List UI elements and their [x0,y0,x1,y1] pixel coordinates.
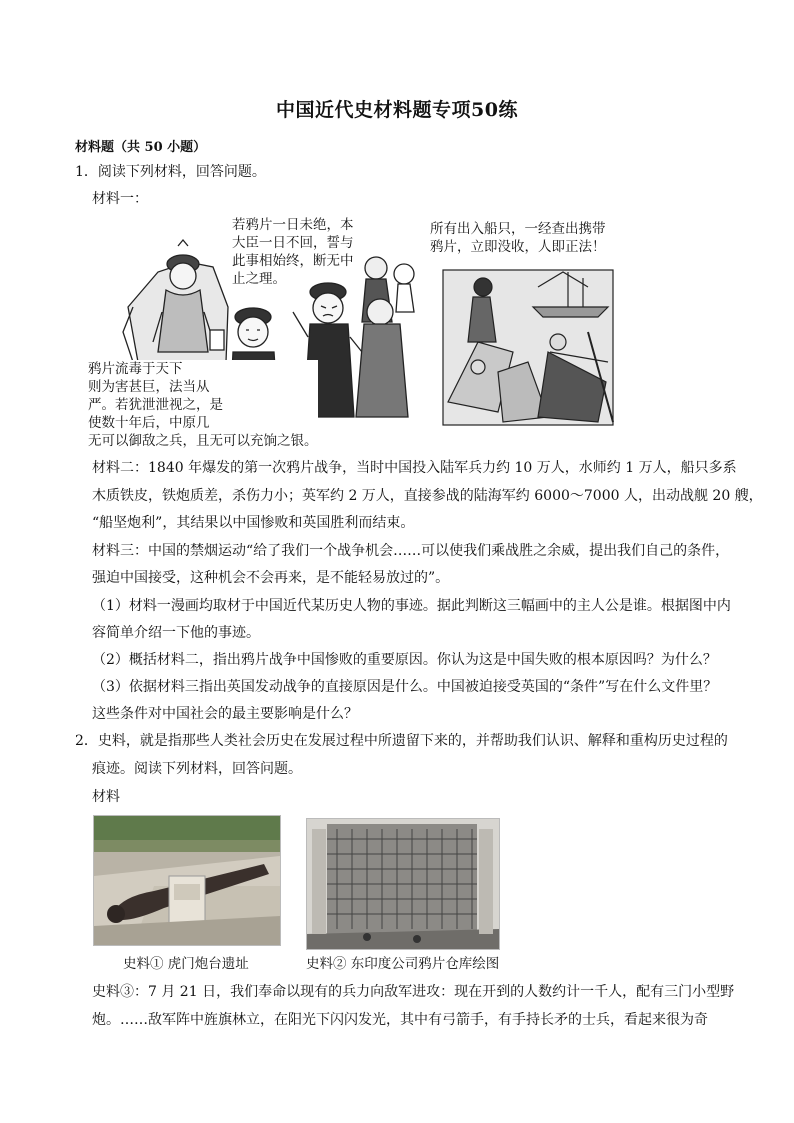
material-2-line-1: 材料二：1840 年爆发的第一次鸦片战争，当时中国投入陆军兵力约 10 万人，水师约 1 万人，船只多系 [92,460,737,476]
speech-bubble-right: 所有出入船只，一经查出携带 鸦片，立即没收，人即正法！ [430,221,606,255]
material-2-line-3: “船坚炮利”，其结果以中国惨败和英国胜利而结束。 [92,515,415,531]
sub-question-1-line-1: （1）材料一漫画均取材于中国近代某历史人物的事迹。据此判断这三幅画中的主人公是谁。根据图中内 [92,598,731,614]
cannon-image [94,816,280,945]
caption-humen-fort: 史料① 虎门炮台遗址 [123,956,249,972]
sub-question-3-line-2: 这些条件对中国社会的最主要影响是什么？ [92,706,358,722]
source-3-line-1: 史料③：7 月 21 日，我们奉命以现有的兵力向敌军进攻：现在开到的人数约计一千人，配有三门小型野 [92,984,735,1000]
page-title: 中国近代史材料题专项50练 [276,99,518,121]
question-2-intro-line-2: 痕迹。阅读下列材料，回答问题。 [92,761,302,777]
material-2-line-2: 木质铁皮，铁炮质差，杀伤力小；英军约 2 万人，直接参战的陆海军约 6000～7000 人，出动战舰 20 艘， [92,488,763,504]
material-3-line-2: 强迫中国接受，这种机会不会再来，是不能轻易放过的”。 [92,570,450,586]
material-label: 材料 [92,789,120,805]
sub-question-2: （2）概括材料二，指出鸦片战争中国惨败的重要原因。你认为这是中国失败的根本原因吗？为什么？ [92,652,717,668]
caption-opium-warehouse: 史料② 东印度公司鸦片仓库绘图 [306,956,500,972]
section-label: 材料题（共 50 小题） [75,140,207,155]
opium-warehouse-drawing [306,818,500,950]
material-1-label: 材料一： [92,191,148,207]
material-3-line-1: 材料三：中国的禁烟运动“给了我们一个战争机会……可以使我们乘战胜之余威，提出我们自己的条件， [92,543,730,559]
speech-bubble-middle: 若鸦片一日未绝，本 大臣一日不回，誓与 此事相始终，断无中 止之理。 [232,217,354,287]
comic-illustration [88,212,618,449]
question-2-intro-line-1: 2．史料，就是指那些人类社会历史在发展过程中所遗留下来的，并帮助我们认识、解释和重构历史过程的 [75,733,728,749]
sub-question-1-line-2: 容简单介绍一下他的事迹。 [92,625,260,641]
question-1-intro: 1．阅读下列材料，回答问题。 [75,164,266,180]
humen-fort-photo [93,815,281,946]
speech-bubble-left: 鸦片流毒于天下 则为害甚巨，法当从 严。若犹泄泄视之，是 使数十年后，中原几 无可以御敌之兵，且无可以充饷之银。 [88,361,318,449]
warehouse-image [307,819,499,949]
source-3-line-2: 炮。……敌军阵中旌旗林立，在阳光下闪闪发光，其中有弓箭手，有手持长矛的士兵，看起来很为奇 [92,1012,708,1028]
sub-question-3-line-1: （3）依据材料三指出英国发动战争的直接原因是什么。中国被迫接受英国的“条件”写在什么文件里？ [92,679,718,695]
